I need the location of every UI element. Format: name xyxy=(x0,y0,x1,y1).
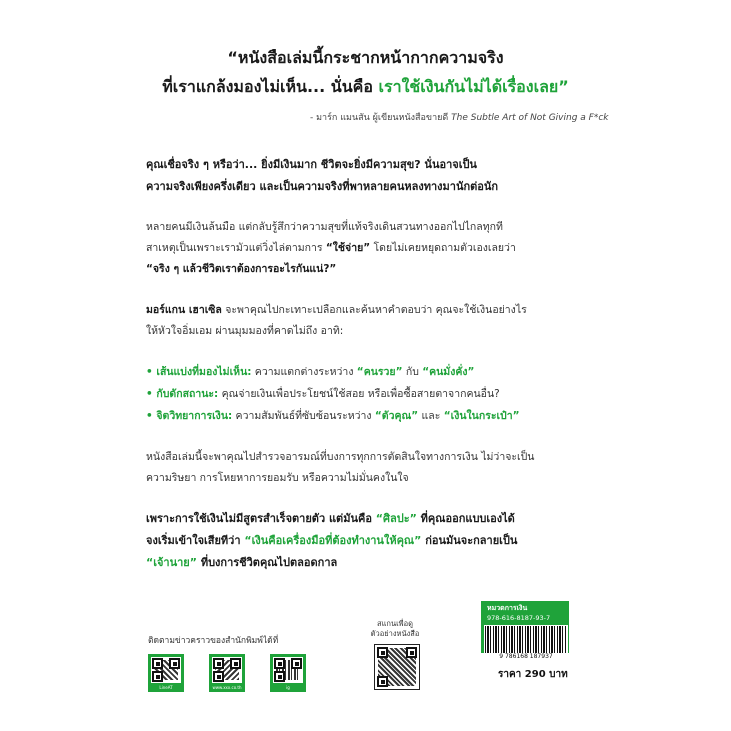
scan-line-1: สแกนเพื่อดู xyxy=(377,619,413,628)
quote-line-2-prefix: ที่เราแกล้งมองไม่เห็น... นั่นคือ xyxy=(162,77,379,96)
qr-caption: ig xyxy=(286,685,290,690)
bullet-quote: “คนมั่งคั่ง” xyxy=(422,366,475,378)
qr-image xyxy=(273,657,303,683)
bullet-label: • เส้นแบ่งที่มองไม่เห็น: xyxy=(146,366,252,378)
closing-line-2 xyxy=(146,530,517,552)
scan-caption xyxy=(370,619,420,639)
attribution-title: The Subtle Art of Not Giving a F*ck xyxy=(451,113,609,123)
quote-line-2 xyxy=(0,75,731,100)
bullet-text: คุณจ่ายเงินเพื่อประโยชน์ใช้สอย หรือเพื่อซื้อสายตาจากคนอื่น? xyxy=(218,388,500,400)
author-name: มอร์แกน เฮาเซิล xyxy=(146,304,222,316)
para2-line-2 xyxy=(146,237,516,259)
category-label: หมวดการเงิน xyxy=(487,604,528,612)
bullet-quote: “ตัวคุณ” xyxy=(374,410,419,422)
closing-boss: “เจ้านาย” xyxy=(146,556,197,569)
bullet-label: • จิตวิทยาการเงิน: xyxy=(146,410,233,422)
bullet-text: ความสัมพันธ์ที่ซับซ้อนระหว่าง xyxy=(232,410,375,422)
closing-tool: “เงินคือเครื่องมือที่ต้องทำงานให้คุณ” xyxy=(244,534,422,547)
quote-line-1: “หนังสือเล่มนี้กระชากหน้ากากความจริง xyxy=(227,48,504,67)
attribution-prefix: - มาร์ก แมนสัน ผู้เขียนหนังสือขายดี xyxy=(310,113,452,123)
quote-attribution xyxy=(310,110,608,124)
qr-code-social xyxy=(270,654,306,692)
qr-code-line xyxy=(148,654,184,692)
closing-l1-suffix: ที่คุณออกแบบเองได้ xyxy=(416,512,515,525)
closing-line-3 xyxy=(146,552,337,574)
para4-line-1: หนังสือเล่มนี้จะพาคุณไปสำรวจอารมณ์ที่บงการทุกการตัดสินใจทางการเงิน ไม่ว่าจะเป็น xyxy=(146,451,535,463)
price-label: ราคา 290 บาท xyxy=(498,669,568,680)
qr-image xyxy=(151,657,181,683)
bullet-quote: “คนรวย” xyxy=(356,366,403,378)
closing-l2-suffix: ก่อนมันจะกลายเป็น xyxy=(421,534,518,547)
closing-l1-prefix: เพราะการใช้เงินไม่มีสูตรสำเร็จตายตัว แต่มันคือ xyxy=(146,512,376,525)
para3-line-1-suffix: จะพาคุณไปกะเทาะเปลือกและค้นหาคำตอบว่า คุณจะใช้เงินอย่างไร xyxy=(221,304,527,316)
qr-code-sample xyxy=(374,644,420,690)
barcode xyxy=(484,625,568,654)
para3-line-2: ให้หัวใจอิ่มเอม ผ่านมุมมองที่คาดไม่ถึง อาทิ: xyxy=(146,325,344,337)
para3-line-1 xyxy=(146,299,527,321)
qr-caption: www.xxx.co.th xyxy=(212,685,242,690)
para2-line-1: หลายคนมีเงินล้นมือ แต่กลับรู้สึกว่าความสุขที่แท้จริงเดินสวนทางออกไปไกลทุกที xyxy=(146,221,503,233)
bullet-item xyxy=(146,361,474,383)
bullet-label: • กับดักสถานะ: xyxy=(146,388,219,400)
bullet-mid: กับ xyxy=(402,366,423,378)
para2-line-2-prefix: สาเหตุเป็นเพราะเรามัวแต่วิ่งไล่ตามการ xyxy=(146,242,326,254)
qr-code-website xyxy=(209,654,245,692)
intro-line-2: ความจริงเพียงครึ่งเดียว และเป็นความจริงที่พาหลายคนหลงทางมานักต่อนัก xyxy=(146,180,499,193)
para2-line-2-suffix: โดยไม่เคยหยุดถามตัวเองเลยว่า xyxy=(370,242,516,254)
follow-text: ติดตามข่าวคราวของสำนักพิมพ์ได้ที่ xyxy=(148,636,279,646)
para2-line-3: “จริง ๆ แล้วชีวิตเราต้องการอะไรกันแน่?” xyxy=(146,263,337,275)
bullet-quote: “เงินในกระเป๋า” xyxy=(443,410,520,422)
para4-line-2: ความริษยา การโหยหาการยอมรับ หรือความไม่มั่นคงในใจ xyxy=(146,472,409,484)
para2-bold-spend: “ใช้จ่าย” xyxy=(325,242,371,254)
intro-line-1: คุณเชื่อจริง ๆ หรือว่า... ยิ่งมีเงินมาก ชีวิตจะยิ่งมีความสุข? นั่นอาจเป็น xyxy=(146,158,477,171)
bullet-mid: และ xyxy=(418,410,444,422)
closing-line-1 xyxy=(146,508,515,530)
bullet-item xyxy=(146,383,500,405)
quote-highlight: เราใช้เงินกันไม่ได้เรื่องเลย” xyxy=(378,77,569,96)
bullet-item xyxy=(146,405,520,427)
barcode-number: 9 786168 187937 xyxy=(484,653,568,661)
isbn-text: 978-616-8187-93-7 xyxy=(487,614,551,622)
closing-l2-prefix: จงเริ่มเข้าใจเสียทีว่า xyxy=(146,534,245,547)
closing-l3-suffix: ที่บงการชีวิตคุณไปตลอดกาล xyxy=(196,556,338,569)
qr-image xyxy=(212,657,242,683)
bullet-text: ความแตกต่างระหว่าง xyxy=(251,366,357,378)
qr-caption: LineAT xyxy=(159,685,173,690)
scan-line-2: ตัวอย่างหนังสือ xyxy=(370,629,420,638)
closing-art: “ศิลปะ” xyxy=(375,512,417,525)
